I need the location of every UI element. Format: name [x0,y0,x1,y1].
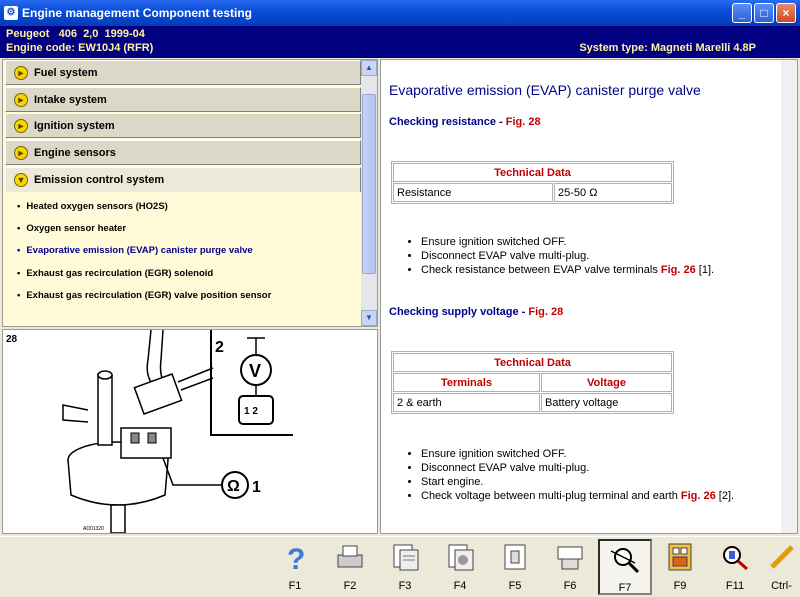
figure-link[interactable]: Fig. 28 [528,306,564,318]
table-header: Technical Data [393,163,672,182]
component-item[interactable]: • Exhaust gas recirculation (EGR) solenoid [17,268,213,279]
component-item[interactable]: • Heated oxygen sensors (HO2S) [17,201,168,212]
close-button[interactable]: × [776,3,796,23]
table-cell: 2 & earth [393,393,540,412]
system-type: System type: Magneti Marelli 4.8P [579,42,756,54]
f3-document-button[interactable] [378,539,432,595]
list-item: • Ensure ignition switched OFF. [421,235,714,249]
vehicle-years: 1999-04 [104,28,145,40]
pencil-icon [766,541,798,573]
scroll-thumb[interactable] [362,94,376,274]
app-icon: ⚙ [4,6,18,20]
help-icon [279,541,311,573]
arrow-right-icon: ► [14,119,28,133]
left-scrollbar[interactable] [361,60,377,326]
table-header: Technical Data [393,353,672,372]
f1-help-button[interactable] [268,539,322,595]
engine-code: Engine code: EW10J4 (RFR) [6,42,154,54]
key-label: F5 [508,580,522,592]
table-cell: Resistance [393,183,553,202]
list-item [421,263,714,277]
system-item-label: Emission control system [34,174,165,186]
system-item-label: Ignition system [34,119,115,132]
key-label: F4 [453,580,467,592]
component-item-selected[interactable]: • Evaporative emission (EVAP) canister purge valve [17,245,253,256]
resistance-section-heading: Checking resistance - Fig. 28 [389,116,541,128]
key-label: F1 [288,580,302,592]
vehicle-line [6,28,145,40]
terminal-numbers: 1 2 [244,406,258,417]
f4-document-image-button[interactable] [433,539,487,595]
table-cell: Battery voltage [541,393,672,412]
diagram-ref-code: AD01320 [83,526,104,532]
scroll-down-button[interactable]: ▼ [361,310,377,326]
figure-link[interactable]: Fig. 26 [660,264,696,276]
vehicle-model: 406 [58,28,77,40]
arrow-right-icon: ► [14,93,28,107]
magnifier-icon [609,543,641,575]
list-item: • Disconnect EVAP valve multi-plug. [421,249,714,263]
figure-link[interactable]: Fig. 28 [505,116,541,128]
system-item-emission-control[interactable] [5,167,361,192]
key-label: Ctrl- [771,580,792,592]
voltage-steps [421,447,734,503]
list-item-suffix: [2]. [718,490,735,502]
svg-text:?: ? [287,543,306,573]
list-item-text: Check resistance between EVAP valve terminals [421,264,658,276]
f11-search-button[interactable] [708,539,762,595]
system-item-label: Engine sensors [34,146,116,159]
voltmeter-symbol: V [249,361,262,381]
title-bar [0,0,800,26]
system-item-label: Fuel system [34,66,98,79]
list-item: • Start engine. [421,475,734,489]
arrow-right-icon: ► [14,66,28,80]
vehicle-info-bar [0,26,800,58]
calculator-icon [664,541,696,573]
callout-2: 2 [215,339,224,356]
voltage-section-heading: Checking supply voltage - Fig. 28 [389,306,564,318]
list-item: • Ensure ignition switched OFF. [421,447,734,461]
system-item-engine-sensors[interactable] [5,140,361,165]
f2-print-button[interactable] [323,539,377,595]
f6-connector-button[interactable] [543,539,597,595]
figure-link[interactable]: Fig. 26 [680,490,716,502]
key-label: F6 [563,580,577,592]
key-label: F11 [725,580,745,592]
system-navigation-panel [2,59,378,327]
resistance-steps [421,235,714,277]
print-icon [334,541,366,573]
vehicle-engine-size: 2,0 [83,28,99,40]
column-header: Voltage [541,373,672,392]
ctrl-edit-button[interactable] [763,539,800,595]
ohmmeter-symbol: Ω [227,478,240,495]
component-info-panel [380,59,798,534]
key-label: F3 [398,580,412,592]
list-item-suffix: [1]. [698,264,715,276]
window-title: Engine management Component testing [22,6,253,20]
component-diagram-panel [2,329,378,534]
connector-icon [554,541,586,573]
search-database-icon [719,541,751,573]
minimize-button[interactable]: _ [732,3,752,23]
list-item-text: Check voltage between multi-plug terminal and earth [421,490,678,502]
section-heading-text: Checking supply voltage [389,306,519,318]
voltage-tech-table [391,351,674,414]
table-cell: 25-50 Ω [554,183,672,202]
system-item-ignition[interactable] [5,113,361,138]
right-scrollbar[interactable] [781,60,797,533]
maximize-button[interactable]: □ [754,3,774,23]
component-item[interactable]: • Oxygen sensor heater [17,223,126,234]
arrow-right-icon: ► [14,146,28,160]
key-label: F2 [343,580,357,592]
list-item: • Disconnect EVAP valve multi-plug. [421,461,734,475]
column-header: Terminals [393,373,540,392]
f5-circuit-button[interactable] [488,539,542,595]
document-image-icon [444,541,476,573]
system-item-intake[interactable] [5,87,361,112]
resistance-tech-table [391,161,674,204]
function-key-toolbar [0,536,800,597]
vehicle-make: Peugeot [6,28,50,40]
f9-calculator-button[interactable] [653,539,707,595]
key-label: F7 [618,582,632,594]
figure-number: 28 [6,334,18,345]
system-item-fuel[interactable] [5,60,361,85]
page-title: Evaporative emission (EVAP) canister purge valve [389,82,701,98]
scroll-up-button[interactable]: ▲ [361,60,377,76]
system-item-label: Intake system [34,93,107,106]
section-heading-text: Checking resistance [389,116,496,128]
arrow-down-icon: ▼ [14,173,28,187]
key-label: F9 [673,580,687,592]
emission-component-list [11,197,351,305]
list-item [421,489,734,503]
callout-1: 1 [252,479,261,496]
document-icon [389,541,421,573]
component-item[interactable]: • Exhaust gas recirculation (EGR) valve position sensor [17,290,271,301]
purge-valve-diagram [3,330,377,533]
f7-magnifier-button[interactable] [598,539,652,595]
circuit-icon [499,541,531,573]
